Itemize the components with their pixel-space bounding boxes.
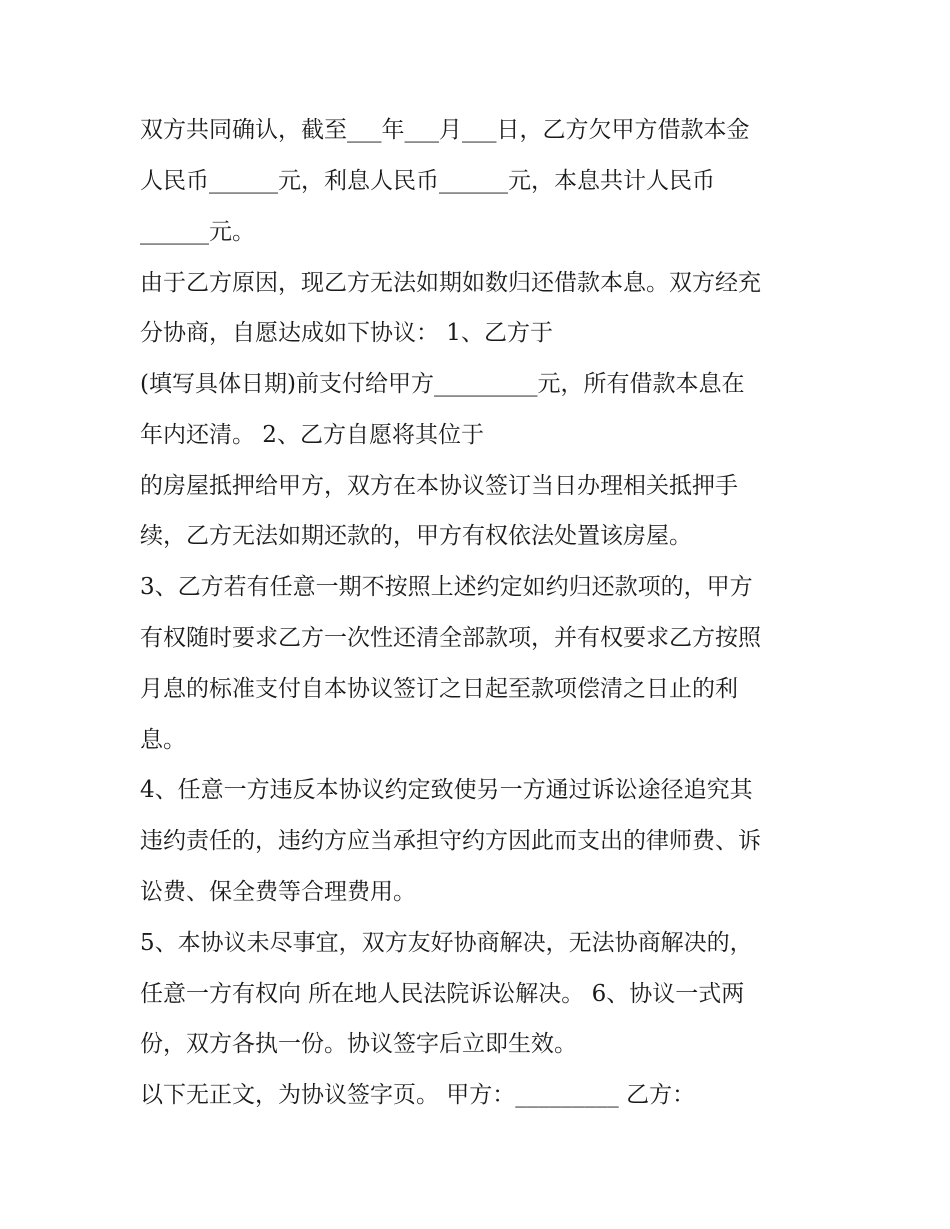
paragraph-line-17: 5、本协议未尽事宜，双方友好协商解决，无法协商解决的，: [140, 930, 753, 956]
paragraph-line-3: ______元。: [140, 219, 255, 245]
paragraph-line-10: 3、乙方若有任意一期不按照上述约定如约归还款项的，甲方: [140, 574, 753, 600]
paragraph-line-16: 讼费、保全费等合理费用。: [140, 879, 416, 905]
paragraph-line-18: 任意一方有权向 所在地人民法院诉讼解决。 6、协议一式两: [140, 981, 745, 1007]
paragraph-line-1: 双方共同确认，截至___年___月___日，乙方欠甲方借款本金: [140, 117, 750, 143]
paragraph-line-4: 由于乙方原因，现乙方无法如期如数归还借款本息。双方经充: [140, 270, 761, 296]
paragraph-line-12: 月息的标准支付自本协议签订之日起至款项偿清之日止的利: [140, 676, 738, 702]
signature-line: 以下无正文，为协议签字页。 甲方：_________ 乙方：: [140, 1082, 696, 1108]
paragraph-line-5: 分协商，自愿达成如下协议： 1、乙方于: [140, 320, 553, 346]
paragraph-line-13: 息。: [140, 727, 186, 753]
paragraph-line-14: 4、任意一方违反本协议约定致使另一方通过诉讼途径追究其: [140, 777, 753, 803]
paragraph-line-8: 的房屋抵押给甲方，双方在本协议签订当日办理相关抵押手: [140, 473, 738, 499]
paragraph-line-19: 份，双方各执一份。协议签字后立即生效。: [140, 1031, 577, 1057]
paragraph-line-15: 违约责任的，违约方应当承担守约方因此而支出的律师费、诉: [140, 828, 761, 854]
paragraph-line-6: (填写具体日期)前支付给甲方_________元，所有借款本息在: [140, 371, 745, 397]
paragraph-line-11: 有权随时要求乙方一次性还清全部款项，并有权要求乙方按照: [140, 625, 761, 651]
paragraph-line-9: 续，乙方无法如期还款的，甲方有权依法处置该房屋。: [140, 523, 692, 549]
paragraph-line-7: 年内还清。 2、乙方自愿将其位于: [140, 422, 484, 448]
paragraph-line-2: 人民币______元，利息人民币______元，本息共计人民币: [140, 168, 715, 194]
